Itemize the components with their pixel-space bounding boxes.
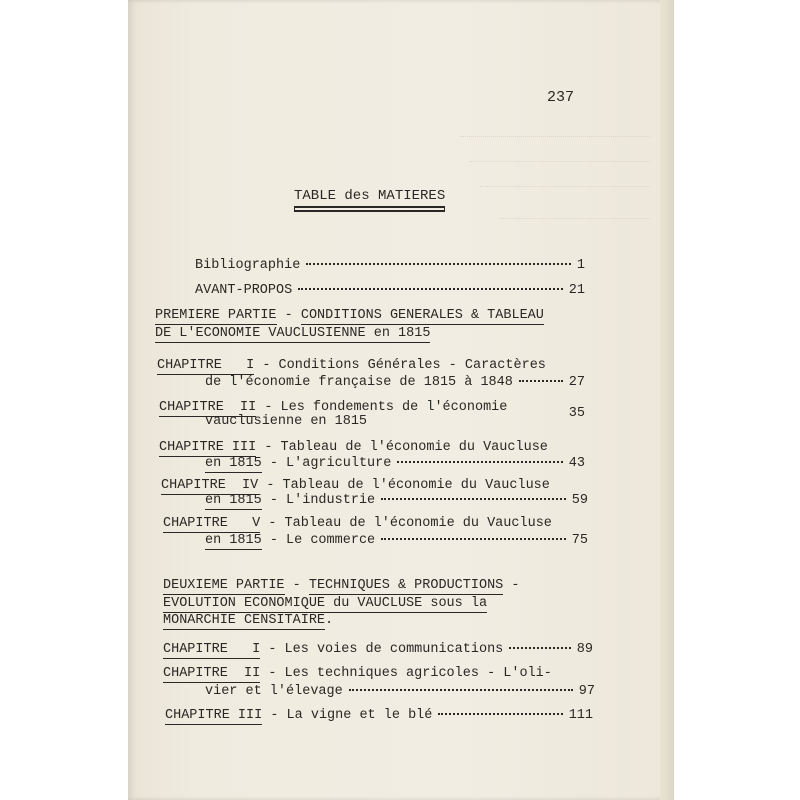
- chapter-title: vier et l'élevage: [205, 684, 343, 699]
- chapter-entry: CHAPITRE V - Tableau de l'économie du Vaucluse: [163, 516, 552, 531]
- page-number: 237: [547, 89, 575, 106]
- chapter-entry-line2: [205, 684, 595, 699]
- leader-dots: [381, 538, 566, 540]
- chapter-page: 75: [571, 533, 588, 548]
- chapter-title: Tableau de l'économie du Vaucluse: [280, 440, 548, 455]
- part-heading-line2: [163, 596, 487, 611]
- entry-label: Bibliographie: [195, 258, 301, 273]
- chapter-entry: CHAPITRE II - Les techniques agricoles - L'oli-: [163, 666, 552, 681]
- chapter-entry: CHAPITRE III - Tableau de l'économie du Vaucluse: [159, 440, 548, 455]
- chapter-page: 89: [576, 642, 593, 657]
- bleed-through-mark: [460, 128, 650, 137]
- chapter-entry: CHAPITRE I - Les voies de communications 89: [163, 642, 593, 657]
- chapter-title: Les voies de communications: [284, 642, 504, 657]
- chapter-entry-line2: [205, 375, 585, 390]
- chapter-label: CHAPITRE I: [163, 642, 261, 657]
- chapter-page: 35: [568, 406, 585, 421]
- paper-edge: [660, 0, 674, 800]
- leader-dots: [438, 713, 562, 715]
- chapter-title: L'industrie: [286, 493, 376, 508]
- chapter-title: Tableau de l'économie du Vaucluse: [284, 516, 552, 531]
- chapter-entry: CHAPITRE I - Conditions Générales - Caractères: [157, 358, 546, 373]
- part-heading: DEUXIEME PARTIE - TECHNIQUES & PRODUCTIONS -: [163, 578, 520, 593]
- chapter-title: Tableau de l'économie du Vaucluse: [282, 478, 550, 493]
- part-label: DEUXIEME PARTIE: [163, 578, 285, 593]
- chapter-year: en 1815: [205, 456, 262, 471]
- chapter-page: 27: [568, 375, 585, 390]
- bleed-through-mark: [470, 153, 650, 162]
- chapter-entry: CHAPITRE IV - Tableau de l'économie du Vaucluse: [161, 478, 550, 493]
- bleed-through-mark: [500, 210, 650, 219]
- chapter-year: en 1815: [205, 533, 262, 548]
- leader-dots: [298, 288, 563, 290]
- toc-entry-avant-propos: [195, 283, 585, 298]
- chapter-title: vauclusienne en 1815: [205, 414, 368, 429]
- chapter-page: 43: [568, 456, 585, 471]
- part-label: PREMIERE PARTIE: [155, 308, 277, 323]
- leader-dots: [381, 498, 566, 500]
- part-title: CONDITIONS GENERALES & TABLEAU: [300, 308, 544, 323]
- chapter-label: CHAPITRE V: [163, 516, 261, 531]
- entry-label: AVANT-PROPOS: [195, 283, 293, 298]
- part-heading-line2: [155, 326, 430, 341]
- leader-dots: [519, 380, 563, 382]
- chapter-title: Les techniques agricoles - L'oli-: [284, 666, 552, 681]
- chapter-label: CHAPITRE III: [165, 708, 263, 723]
- part-heading: PREMIERE PARTIE - CONDITIONS GENERALES & TABLEAU: [155, 308, 544, 323]
- leader-dots: [349, 689, 573, 691]
- chapter-label: CHAPITRE II: [163, 666, 261, 681]
- leader-dots: [397, 461, 562, 463]
- part-title: DE L'ECONOMIE VAUCLUSIENNE en 1815: [155, 326, 431, 341]
- chapter-title: de l'économie française de 1815 à 1848: [205, 375, 513, 390]
- part-title: EVOLUTION ECONOMIQUE du VAUCLUSE sous la: [163, 596, 488, 611]
- chapter-label: CHAPITRE II: [159, 400, 257, 415]
- part-title: MONARCHIE CENSITAIRE: [163, 613, 326, 628]
- part-title: TECHNIQUES & PRODUCTIONS: [308, 578, 504, 593]
- toc-entry-bibliographie: [195, 258, 585, 273]
- chapter-page: 97: [578, 684, 595, 699]
- chapter-entry-line2: en 1815 - L'industrie 59: [205, 493, 588, 508]
- chapter-title: La vigne et le blé: [286, 708, 433, 723]
- chapter-year: en 1815: [205, 493, 262, 508]
- chapter-entry: CHAPITRE II - Les fondements de l'économie: [159, 400, 508, 415]
- bleed-through-mark: [480, 178, 650, 187]
- chapter-entry-line2: en 1815 - L'agriculture 43: [205, 456, 585, 471]
- page-title: TABLE des MATIERES: [294, 188, 445, 208]
- chapter-title: Conditions Générales - Caractères: [278, 358, 546, 373]
- chapter-title: Les fondements de l'économie: [280, 400, 508, 415]
- chapter-page: 59: [571, 493, 588, 508]
- chapter-title: Le commerce: [286, 533, 376, 548]
- leader-dots: [306, 263, 571, 265]
- chapter-label: CHAPITRE IV: [161, 478, 259, 493]
- chapter-label: CHAPITRE III: [159, 440, 257, 455]
- entry-page: 1: [576, 258, 585, 273]
- chapter-title: L'agriculture: [286, 456, 392, 471]
- chapter-entry-line2: en 1815 - Le commerce 75: [205, 533, 588, 548]
- chapter-entry: CHAPITRE III - La vigne et le blé 111: [165, 708, 593, 723]
- leader-dots: [509, 647, 571, 649]
- chapter-label: CHAPITRE I: [157, 358, 255, 373]
- entry-page: 21: [568, 283, 585, 298]
- part-heading-line3: MONARCHIE CENSITAIRE.: [163, 613, 334, 628]
- chapter-page: 111: [568, 708, 593, 723]
